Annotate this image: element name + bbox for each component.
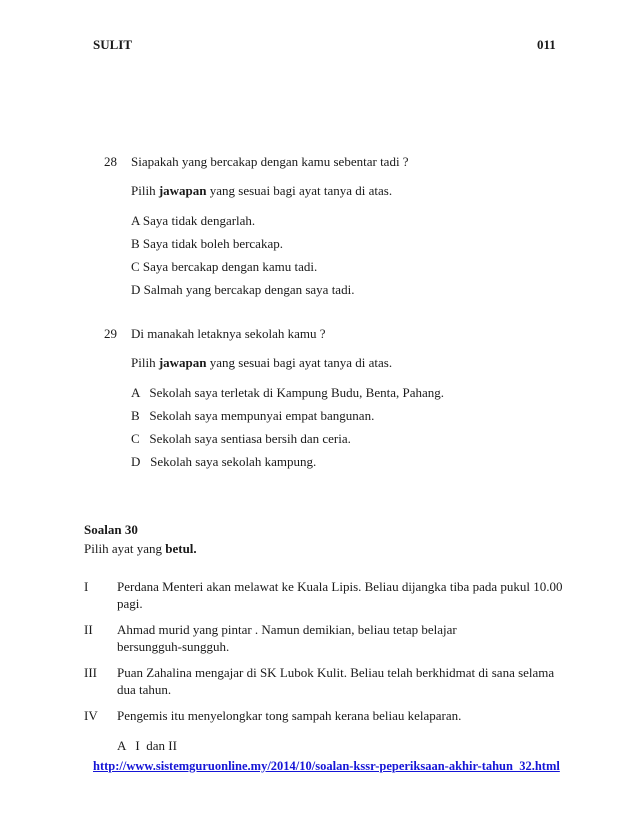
question-number: 29 [104,326,117,341]
question-number: 28 [104,154,117,169]
statement-numeral: I [84,579,89,594]
source-link[interactable]: http://www.sistemguruonline.my/2014/10/soalan-kssr-peperiksaan-akhir-tahun_32.html [93,759,560,773]
statement-text: Ahmad murid yang pintar . Namun demikian, beliau tetap belajar bersungguh-sungguh. [117,622,457,654]
question-instruction: Pilih jawapan yang sesuai bagi ayat tanya di atas. [131,183,393,198]
section-title: Soalan 30 [84,522,138,537]
statement-numeral: III [84,665,97,680]
statement-numeral: II [84,622,93,637]
option-c: C Saya bercakap dengan kamu tadi. [131,259,318,274]
header-right: 011 [537,37,556,52]
option-d: D Sekolah saya sekolah kampung. [131,454,317,469]
statement-text: Puan Zahalina mengajar di SK Lubok Kulit. Beliau telah berkhidmat di sana selama dua tahun. [117,665,555,697]
option-b: B Sekolah saya mempunyai empat bangunan. [131,408,375,423]
statement-numeral: IV [84,708,98,723]
option-b: B Saya tidak boleh bercakap. [131,236,283,251]
statement-text: Perdana Menteri akan melawat ke Kuala Lipis. Beliau dijangka tiba pada pukul 10.00 pagi. [117,579,563,611]
section-instruction: Pilih ayat yang betul. [84,541,197,556]
header-left: SULIT [93,37,133,52]
option-a: A Sekolah saya terletak di Kampung Budu, Benta, Pahang. [131,385,445,400]
answer-option-a: A I dan II [117,738,177,753]
statement-text: Pengemis itu menyelongkar tong sampah kerana beliau kelaparan. [117,708,462,723]
option-d: D Salmah yang bercakap dengan saya tadi. [131,282,355,297]
option-a: A Saya tidak dengarlah. [131,213,256,228]
question-instruction: Pilih jawapan yang sesuai bagi ayat tanya di atas. [131,355,393,370]
question-text: Di manakah letaknya sekolah kamu ? [131,326,326,341]
question-text: Siapakah yang bercakap dengan kamu sebentar tadi ? [131,154,409,169]
option-c: C Sekolah saya sentiasa bersih dan ceria. [131,431,351,446]
